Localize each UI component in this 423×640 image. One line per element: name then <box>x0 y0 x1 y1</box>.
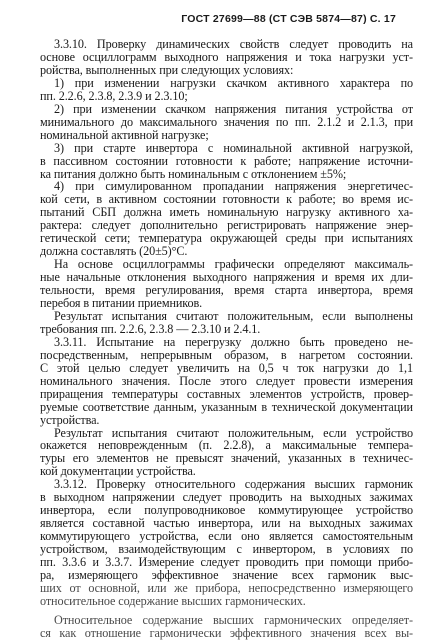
text-line: рактера: следует дополнительно регистрировать напряжение энер- <box>40 219 413 233</box>
text-line: 3.3.12. Проверку относительного содержания высших гармоник <box>54 478 413 492</box>
text-line: ройства, выполненных при следующих условиях: <box>40 63 294 77</box>
text-line: ших от основной, или же прибора, непосредственно измеряющего <box>40 581 413 595</box>
text-line: ся как отношение гармонически эффективного значения всех вы- <box>40 626 413 640</box>
text-line: ные начальные отклонения выходного напряжения и время их дли- <box>40 271 413 285</box>
text-line: пытаний СБП должна иметь номинальную нагрузку активного ха- <box>40 206 413 220</box>
text-line: кой сети, в активном состоянии готовности к работе; во время ис- <box>40 193 413 207</box>
text-line: пп. 2.2.6, 2.3.8, 2.3.9 и 2.3.10; <box>40 89 188 103</box>
text-line: в пассивном состоянии готовности к работе; напряжение источни- <box>40 154 413 168</box>
text-line: требования пп. 2.2.6, 2.3.8 — 2.3.10 и 2.4.1. <box>40 322 261 336</box>
text-line: должна составлять (20±5)°С. <box>40 245 188 259</box>
text-line: приращения температуры составных элементов устройств, провер- <box>40 387 413 401</box>
text-line: номинальной активной нагрузке; <box>40 128 209 142</box>
text-line: туры его элементов не превысят значений, указанных в техничес- <box>40 452 413 466</box>
text-line: С этой целью следует увеличить на 0,5 ч ток нагрузки до 1,1 <box>40 361 413 375</box>
text-line: коммутирующего устройства, если оно является самостоятельным <box>40 530 413 544</box>
text-line: 2) при изменении скачком напряжения питания устройства от <box>54 102 413 116</box>
text-line: инвертора, если полупроводниковое коммутирующее устройство <box>40 504 413 518</box>
text-line: Результат испытания считают положительным, если устройство <box>54 426 413 440</box>
text-line: 1) при изменении нагрузки скачком активного характера по <box>54 76 413 90</box>
text-line: относительное содержание высших гармонических. <box>40 594 306 608</box>
text-line: устройства. <box>40 413 100 427</box>
text-line: гетической сети; температура окружающей среды при испытаниях <box>40 232 413 246</box>
page-header: ГОСТ 27699—88 (СТ СЭВ 5874—87) С. 17 <box>181 13 396 25</box>
text-line: устройством, взаимодействующим с инвертором, в условиях по <box>40 543 413 556</box>
text-line: кой документации устройства. <box>40 465 196 479</box>
text-line: 3.3.11. Испытание на перегрузку должно быть проведено не- <box>54 335 413 349</box>
text-line: тельности, время регулирования, время старта инвертора, время <box>40 284 413 297</box>
text-line: 4) при симулированном пропадании напряжения энергетичес- <box>54 180 413 194</box>
text-line: Результат испытания считают положительным, если выполнены <box>54 309 413 323</box>
text-line: перебоя в питании приемников. <box>40 297 203 310</box>
text-line: пп. 3.3.6 и 3.3.7. Измерение следует проводить при помощи прибо- <box>40 556 413 569</box>
text-line: основе осциллограмм выходного напряжения и тока нагрузки уст- <box>40 50 413 64</box>
text-line: ка питания должно быть номинальным с отклонением ±5%; <box>40 167 347 181</box>
text-line: На основе осциллограммы графически определяют максималь- <box>54 258 413 272</box>
text-line: номинального значения. После этого следует провести измерения <box>40 374 413 388</box>
text-line: окажется неповрежденным (п. 2.2.8), а максимальные темпера- <box>40 439 413 453</box>
text-line: 3.3.10. Проверку динамических свойств следует проводить на <box>54 38 413 51</box>
text-line: Относительное содержание высших гармонических определяет- <box>54 613 413 627</box>
text-line: в выходном напряжении следует проводить на выходных зажимах <box>40 491 413 505</box>
text-line: минимального до максимального значения по пп. 2.1.2 и 2.1.3, при <box>40 115 413 129</box>
text-line: посредственным, непрерывным образом, в нагретом состоянии. <box>40 348 413 362</box>
text-line: является составной частью инвертора, или на выходных зажимах <box>40 517 413 531</box>
text-line: ра, измеряющего эффективное значение всех гармоник выс- <box>40 568 413 582</box>
text-line: руемые соответствие данным, указанным в технической документации <box>40 400 413 414</box>
text-line: 3) при старте инвертора с номинальной активной нагрузкой, <box>54 141 413 155</box>
